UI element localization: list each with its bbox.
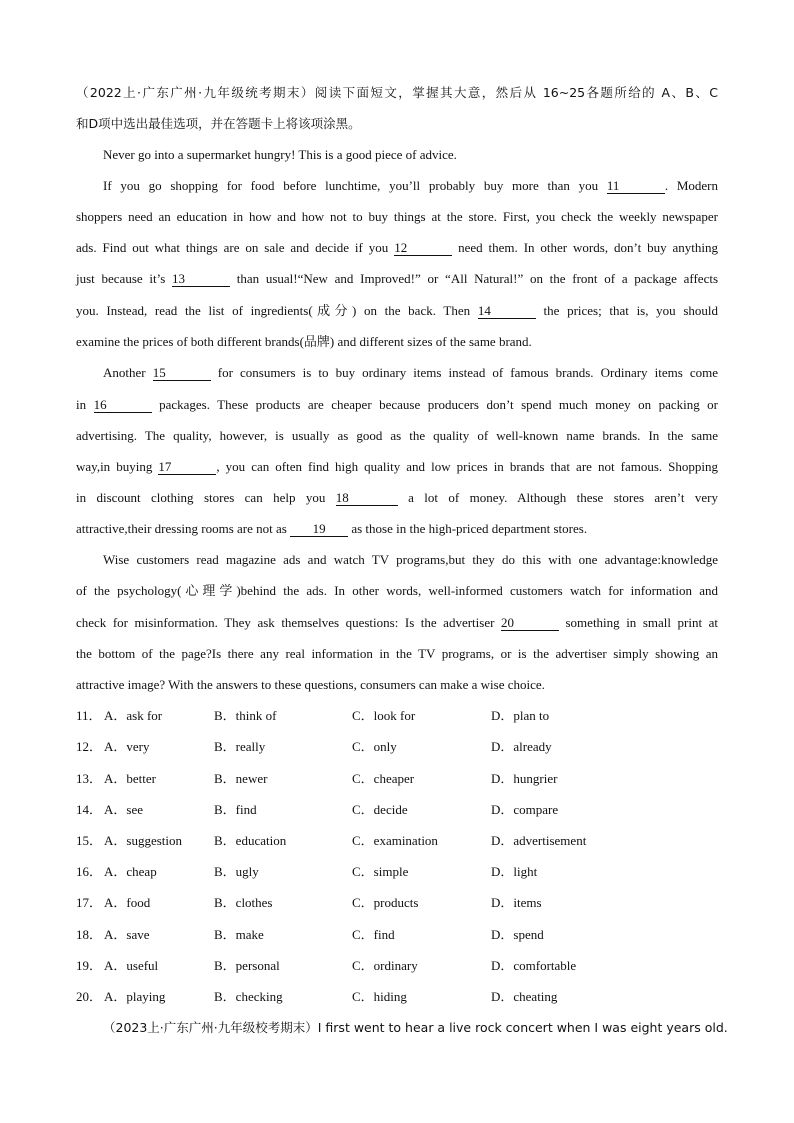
text-seg: packages. These products are cheaper because producers don’t spend much money on packing or [159,397,719,412]
text-seg: as those in the high-priced department stores. [351,521,588,536]
option-a: A．cheap [104,864,157,879]
option-number: 11． [76,708,102,723]
option-d: D．already [491,739,552,754]
text-seg: just because it’s [76,271,166,286]
passage-line-1: Never go into a supermarket hungry! This is a good piece of advice. [103,147,457,162]
option-c: C．hiding [352,989,407,1004]
passage-line-12 [76,489,718,507]
passage-line-4 [76,239,718,257]
passage-line-16 [76,614,718,632]
option-number: 16． [76,864,103,879]
option-d: D．cheating [491,989,558,1004]
option-d: D．comfortable [491,958,577,973]
option-a: A．ask for [104,708,163,723]
option-number: 18． [76,927,103,942]
option-a: A．better [104,771,156,786]
text-seg: ads. Find out what things are on sale and decide if you [76,240,389,255]
passage-line-13 [76,520,718,538]
option-b: B．clothes [214,895,273,910]
option-d: D．advertisement [491,833,587,848]
option-a: A．food [104,895,151,910]
blank-18: 18 [336,490,398,506]
option-a: A．save [104,927,150,942]
option-a: A．suggestion [104,833,183,848]
option-c: C．find [352,927,395,942]
option-d: D．light [491,864,538,879]
passage-line-17: the bottom of the page?Is there any real information in the TV programs, or is the advertiser simply showing an [76,646,718,661]
option-number: 19． [76,958,103,973]
blank-20: 20 [501,615,559,631]
passage-line-3: shoppers need an education in how and how not to buy things at the store. First, you check the weekly newspaper [76,209,718,224]
passage-line-15: of the psychology(心理学)behind the ads. In other words, well-informed customers watch for information and [76,583,718,598]
next-passage-intro: （2023上·广东广州·九年级校考期末）I first went to hear a live rock concert when I was eight years old. [103,1020,728,1035]
option-c: C．ordinary [352,958,418,973]
option-b: B．really [214,739,266,754]
blank-19: 19 [290,521,348,537]
passage-line-2 [103,177,718,195]
text-seg: than usual!“New and Improved!” or “All Natural!” on the front of a package affects [236,271,719,286]
option-c: C．decide [352,802,408,817]
intro-line-1: （2022上·广东广州·九年级统考期末）阅读下面短文，掌握其大意，然后从 16~25各题所给的 A、B、C [76,85,718,100]
text-seg: for consumers is to buy ordinary items instead of famous brands. Ordinary items come [217,365,719,380]
option-number: 20． [76,989,103,1004]
text-seg: in [76,397,87,412]
option-c: C．examination [352,833,438,848]
option-b: B．find [214,802,257,817]
option-d: D．compare [491,802,559,817]
blank-11: 11 [607,178,665,194]
passage-line-8 [103,364,718,382]
option-number: 13． [76,771,103,786]
option-a: A．see [104,802,143,817]
option-a: A．useful [104,958,159,973]
option-d: D．hungrier [491,771,558,786]
text-seg: attractive,their dressing rooms are not as [76,521,287,536]
option-number: 12． [76,739,103,754]
option-d: D．spend [491,927,544,942]
text-seg: way,in buying [76,459,153,474]
option-b: B．make [214,927,264,942]
text-seg: If you go shopping for food before lunchtime, you’ll probably buy more than you [103,178,599,193]
passage-line-6 [76,302,718,320]
option-c: C．products [352,895,419,910]
text-seg: you. Instead, read the list of ingredients(成分) on the back. Then [76,303,471,318]
text-seg: . Modern [664,178,718,193]
option-d: D．items [491,895,542,910]
passage-line-7: examine the prices of both different brands(品牌) and different sizes of the same brand. [76,334,532,349]
passage-line-9 [76,396,718,414]
option-number: 14． [76,802,103,817]
text-seg: something in small print at [565,615,718,630]
option-b: B．education [214,833,287,848]
option-a: A．very [104,739,150,754]
option-b: B．newer [214,771,268,786]
blank-14: 14 [478,303,536,319]
option-b: B．ugly [214,864,259,879]
option-number: 15． [76,833,103,848]
blank-12: 12 [394,240,452,256]
passage-line-14: Wise customers read magazine ads and watch TV programs,but they do this with one advantage:knowledge [103,552,718,567]
blank-15: 15 [153,365,211,381]
intro-line-2: 和D项中选出最佳选项，并在答题卡上将该项涂黑。 [76,116,361,131]
text-seg: the prices; that is, you should [543,303,719,318]
option-c: C．only [352,739,397,754]
passage-line-18: attractive image? With the answers to these questions, consumers can make a wise choice. [76,677,545,692]
option-a: A．playing [104,989,166,1004]
option-b: B．personal [214,958,280,973]
blank-16: 16 [94,397,152,413]
blank-13: 13 [172,271,230,287]
option-number: 17． [76,895,103,910]
blank-17: 17 [158,459,216,475]
option-c: C．simple [352,864,409,879]
option-d: D．plan to [491,708,550,723]
option-b: B．think of [214,708,277,723]
text-seg: need them. In other words, don’t buy anything [458,240,718,255]
option-c: C．cheaper [352,771,415,786]
option-c: C．look for [352,708,416,723]
text-seg: , you can often find high quality and low prices in brands that are not famous. Shopping [216,459,719,474]
text-seg: in discount clothing stores can help you [76,490,326,505]
passage-line-11 [76,458,718,476]
text-seg: Another [103,365,146,380]
option-b: B．checking [214,989,283,1004]
passage-line-10: advertising. The quality, however, is usually as good as the quality of well-known name brands. In the same [76,428,718,443]
passage-line-5 [76,270,718,288]
text-seg: a lot of money. Although these stores aren’t very [408,490,718,505]
text-seg: check for misinformation. They ask themselves questions: Is the advertiser [76,615,495,630]
